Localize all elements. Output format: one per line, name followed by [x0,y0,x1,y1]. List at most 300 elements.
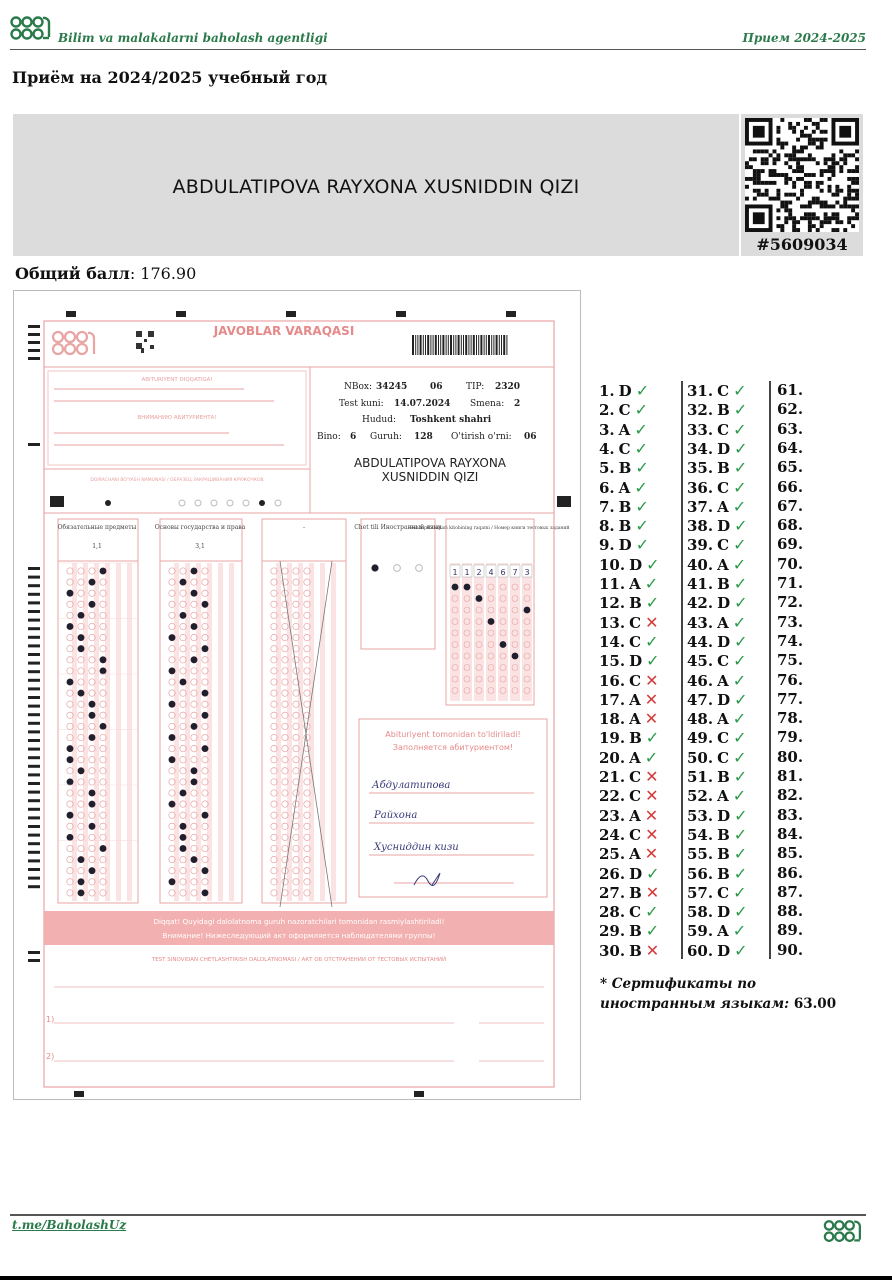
answer-row [777,651,803,670]
answer-letter: C [717,729,730,748]
question-number: 60. [687,941,714,960]
check-icon: ✓ [733,844,748,864]
answer-row [777,593,803,612]
answer-row [777,921,803,940]
answer-letter: A [717,710,729,729]
seat-value: 06 [524,432,537,442]
check-icon: ✓ [635,381,650,400]
answer-row [687,574,747,593]
answer-row [687,921,746,940]
bino-label: Bino: [317,432,341,442]
answer-row [777,574,803,593]
check-icon: ✓ [733,477,747,497]
seat-label: O'tirish o'rni: [451,432,512,442]
question-number: 42. [687,594,714,613]
answer-letter: B [618,517,632,536]
check-icon: ✓ [732,496,747,516]
check-icon: ✓ [734,631,748,651]
answer-letter: B [717,401,730,420]
answer-row [599,806,658,825]
answer-letter: C [629,787,642,806]
answer-letter: C [717,883,730,902]
question-number: 87. [777,882,804,901]
question-number: 62. [777,400,804,419]
answer-letter: C [629,825,642,844]
cross-icon: ✕ [644,689,659,709]
question-number: 72. [777,593,804,612]
answer-letter: B [629,941,642,960]
cross-icon: ✕ [645,786,659,806]
question-number: 25. [599,845,626,864]
section1-code: 1,1 [92,543,102,550]
candidate-name-banner [13,114,739,256]
answer-letter: A [717,787,729,806]
answer-row [777,806,803,825]
question-number: 29. [599,922,626,941]
answer-letter: C [717,420,730,439]
answer-letter: D [717,941,731,960]
page-bottom-edge [0,1276,892,1280]
check-icon: ✓ [646,863,660,883]
answer-letter: B [629,922,642,941]
question-number: 12. [599,594,626,613]
question-number: 30. [599,941,626,960]
answer-row [599,516,649,535]
answer-row [599,844,658,863]
question-number: 9. [599,536,615,555]
answer-row [777,709,803,728]
answer-letter: A [629,690,641,709]
question-number: 45. [687,652,714,671]
question-number: 28. [599,903,626,922]
check-icon: ✓ [733,458,748,478]
guruh-label: Guruh: [370,432,402,442]
answer-row [777,883,803,902]
check-icon: ✓ [635,516,649,536]
answer-row [599,690,658,709]
hudud-value: Toshkent shahri [410,415,492,425]
answer-letter: D [717,690,731,709]
answer-letter: D [717,594,731,613]
tip-value: 2320 [495,382,521,392]
answer-row [599,671,658,690]
answer-letter: C [717,748,730,767]
question-number: 88. [777,902,804,921]
book-number-title: Test topshiriqlari kitobining raqami / Номер книги тестовых заданий [408,526,570,531]
question-number: 77. [777,689,804,708]
question-number: 34. [687,439,714,458]
answer-letter: D [717,806,731,825]
answer-row [777,902,803,921]
test-day-label: Test kuni: [339,399,384,409]
candidate-id: #5609034 [756,235,848,254]
answer-row [777,825,803,844]
nbox-value: 34245 [376,382,408,392]
certificate-value: 63.00 [793,996,837,1012]
answer-letter: D [629,652,643,671]
cross-icon: ✕ [645,824,659,844]
guruh-value: 128 [414,432,433,442]
answer-letter: B [717,575,730,593]
answer-row [687,806,748,825]
answer-row [687,535,746,554]
check-icon: ✓ [645,921,660,941]
answer-letter: A [717,555,729,574]
section2-title: Основы государства и права [154,524,246,531]
answer-row [687,767,747,786]
answer-letter: B [717,768,730,786]
question-number: 5. [599,459,615,478]
answer-row [777,535,803,554]
answer-row [599,883,659,902]
answer-row [687,516,748,535]
question-number: 65. [777,458,804,477]
cross-icon: ✕ [644,844,659,864]
question-number: 71. [777,574,804,592]
answer-row [687,478,746,497]
answer-row [599,767,658,786]
answer-row [687,728,746,747]
sheet-title: JAVOBLAR VARAQASI [213,324,355,338]
check-icon: ✓ [733,863,748,883]
foreign-language-title: Chet tili Иностранный язык [354,524,442,531]
book-digit: 4 [488,568,494,577]
question-number: 1. [599,382,615,400]
question-number: 61. [777,381,804,399]
question-number: 31. [687,382,714,400]
admission-year-label: Прием 2024-2025 [742,31,866,45]
check-icon: ✓ [732,921,747,941]
question-number: 89. [777,921,804,940]
question-number: 3. [599,420,615,439]
answer-letter: C [629,903,642,922]
answer-row [777,516,803,535]
answer-letter: C [618,401,631,420]
test-day-value: 14.07.2024 [394,399,451,409]
answer-letter: A [717,613,729,632]
answer-letter: D [618,536,632,555]
question-number: 8. [599,517,615,536]
answer-row [599,381,649,400]
question-number: 16. [599,671,626,690]
footer-divider [10,1214,866,1216]
check-icon: ✓ [644,747,659,767]
check-icon: ✓ [733,381,747,400]
answer-row [687,632,748,651]
answer-row [687,400,747,419]
question-number: 84. [777,824,804,843]
answer-row [777,497,803,516]
check-icon: ✓ [732,554,747,574]
handwritten-surname: Абдулатипова [372,780,451,791]
question-number: 23. [599,806,626,825]
certificate-label: * Сертификаты по иностранным языкам: [600,976,790,1012]
cross-icon: ✕ [645,767,659,786]
answer-row [777,941,803,960]
check-icon: ✓ [645,902,659,922]
svg-text:NBox: [344,382,372,392]
answer-letter: A [629,575,641,593]
answer-row [687,690,748,709]
answer-letter: A [717,497,729,516]
qr-panel [741,114,863,256]
answer-letter: C [717,478,730,497]
page-title: Приём на 2024/2025 учебный год [12,68,328,87]
candidate-name: ABDULATIPOVA RAYXONA XUSNIDDIN QIZI [172,176,580,198]
question-number: 46. [687,671,714,690]
question-number: 63. [777,419,804,438]
check-icon: ✓ [634,400,649,420]
check-icon: ✓ [646,651,660,671]
book-digit: 6 [500,568,506,577]
check-icon: ✓ [635,496,649,516]
answer-letter: D [717,632,731,651]
question-number: 70. [777,554,804,573]
question-number: 82. [777,786,804,805]
answer-letter: A [629,710,641,729]
telegram-link[interactable]: t.me/BaholashUz [12,1218,127,1232]
question-number: 83. [777,805,804,824]
notice-uz: Diqqat! Quyidagi dalolatnoma guruh nazoratchilari tomonidan rasmiylashtiriladi! [153,917,445,926]
check-icon: ✓ [733,535,747,555]
question-number: 18. [599,710,626,729]
question-number: 20. [599,748,626,767]
answer-row [777,420,803,439]
answer-row [777,786,803,805]
answer-letter: D [717,439,731,458]
answer-row [777,381,803,400]
cross-icon: ✕ [644,805,659,825]
svg-text:2): 2) [46,1052,55,1061]
footer-logo-icon [822,1218,866,1246]
sheet-name-line2: XUSNIDDIN QIZI [381,470,479,484]
answer-row [599,709,658,728]
question-number: 36. [687,478,714,497]
question-number: 15. [599,652,626,671]
answer-row [687,458,747,477]
question-number: 43. [687,613,714,632]
answer-letter: C [618,439,631,458]
section3-title: - [302,524,306,531]
answer-row [777,728,803,747]
answer-row [777,671,803,690]
answer-letter: C [717,382,730,400]
question-number: 74. [777,631,804,650]
answer-row [777,478,803,497]
agency-name: Bilim va malakalarni baholash agentligi [58,31,328,45]
answer-sheet-image [14,291,580,1099]
question-number: 50. [687,748,714,767]
answer-row [777,458,803,477]
question-number: 14. [599,632,626,651]
answer-row [599,902,658,921]
cross-icon: ✕ [645,940,660,960]
section1-title: Обязательные предметы [57,524,137,531]
answer-row [599,613,658,632]
answer-row [777,555,803,574]
question-number: 40. [687,555,714,574]
answer-row [687,555,746,574]
question-number: 22. [599,787,626,806]
smena-label: Smena: [470,399,505,409]
answer-row [687,786,746,805]
answer-letter: B [618,459,632,478]
total-score-label: Общий балл [15,264,130,283]
check-icon: ✓ [732,670,747,690]
question-number: 85. [777,844,804,863]
answer-letter: D [629,555,643,574]
question-number: 51. [687,768,714,786]
question-number: 6. [599,478,615,497]
total-score [15,264,196,283]
question-number: 10. [599,555,626,574]
question-number: 33. [687,420,714,439]
section2-code: 3,1 [195,543,205,550]
answer-letter: B [618,497,632,516]
answer-row [599,458,649,477]
answer-letter: B [717,845,730,864]
check-icon: ✓ [733,574,748,593]
answer-row [687,381,746,400]
answer-letter: C [629,613,642,632]
instructions-header: ABITURIYENT DIQQATIGA! [141,377,213,383]
check-icon: ✓ [733,824,748,844]
answer-row [777,748,803,767]
check-icon: ✓ [734,593,748,613]
check-icon: ✓ [645,593,660,613]
certificate-score [600,974,860,1014]
question-number: 17. [599,690,626,709]
check-icon: ✓ [733,651,747,671]
check-icon: ✓ [734,940,748,960]
question-number: 78. [777,709,804,728]
answer-letter: B [717,864,730,883]
answer-row [687,439,748,458]
question-number: 56. [687,864,714,883]
tip-label: TIP: [466,382,485,392]
question-number: 41. [687,575,714,593]
answer-row [599,439,648,458]
check-icon: ✓ [733,767,748,786]
answer-row [599,400,648,419]
answer-letter: D [717,903,731,922]
book-digit: 3 [524,568,530,577]
answer-letter: A [629,845,641,864]
check-icon: ✓ [634,419,648,439]
answer-row [687,864,747,883]
answer-letter: C [717,536,730,555]
answer-row [687,825,747,844]
answer-row [599,921,659,940]
bino-value: 6 [350,432,357,442]
handwritten-firstname: Райхона [374,810,418,821]
nbox-number: 06 [430,382,443,392]
answer-sheet-scan [13,290,581,1100]
answer-row [687,883,746,902]
question-number: 2. [599,401,615,420]
question-number: 27. [599,883,626,902]
question-number: 55. [687,845,714,864]
question-number: 57. [687,883,714,902]
answer-row [687,420,746,439]
answer-row [687,748,746,767]
answer-row [599,864,660,883]
book-digit: 1 [464,568,470,577]
answer-row [599,497,649,516]
question-number: 54. [687,825,714,844]
question-number: 37. [687,497,714,516]
question-number: 58. [687,903,714,922]
check-icon: ✓ [635,535,650,555]
answer-row [599,535,649,554]
question-number: 26. [599,864,626,883]
question-number: 64. [777,438,804,457]
answer-row [687,671,746,690]
check-icon: ✓ [644,574,659,593]
question-number: 68. [777,516,804,535]
check-icon: ✓ [732,709,747,729]
qr-code-icon [745,118,859,232]
question-number: 13. [599,613,626,632]
cross-icon: ✕ [645,612,659,632]
answer-letter: C [629,671,642,690]
total-score-value: : 176.90 [129,264,197,283]
check-icon: ✓ [645,728,660,748]
check-icon: ✓ [733,728,747,748]
question-number: 86. [777,863,804,882]
answer-row [687,497,746,516]
attention-label-ru: ВНИМАНИЮ АБИТУРИЕНТА! [137,415,217,421]
question-number: 79. [777,728,804,747]
removal-act-title: TEST SINOVIDAN CHETLASHTIRISH DALOLATNOMASI / АКТ ОБ ОТСТРАНЕНИИ ОТ ТЕСТОВЫХ ИСПЫТАНИЙ [151,957,447,963]
question-number: 19. [599,729,626,748]
question-number: 21. [599,768,626,786]
answer-row [599,825,658,844]
question-number: 69. [777,535,804,554]
notice-ru: Внимание! Нижеследующий акт оформляется наблюдателями группы! [162,931,436,940]
answer-row [599,728,659,747]
answer-row [599,574,658,593]
question-number: 49. [687,729,714,748]
answer-row [687,844,747,863]
answer-row [599,555,660,574]
svg-text:1): 1) [46,1015,55,1024]
book-digit: 2 [476,568,482,577]
answer-letter: B [629,594,642,613]
hudud-label: Hudud: [362,415,396,425]
answer-letter: A [717,671,729,690]
check-icon: ✓ [734,805,748,825]
question-number: 53. [687,806,714,825]
smena-value: 2 [514,399,521,409]
answer-row [599,748,658,767]
answer-row [599,420,648,439]
cross-icon: ✕ [645,882,660,902]
answer-row [599,941,659,960]
question-number: 76. [777,670,804,689]
answer-row [599,651,660,670]
answer-letter: C [629,632,642,651]
cross-icon: ✕ [645,670,659,690]
answer-letter: A [618,420,631,439]
answer-row [777,767,803,786]
answer-letter: A [629,806,641,825]
handwritten-patronymic: Хусниддин кизи [374,842,459,853]
question-number: 81. [777,767,804,785]
question-number: 35. [687,459,714,478]
question-number: 90. [777,940,804,959]
question-number: 4. [599,439,615,458]
